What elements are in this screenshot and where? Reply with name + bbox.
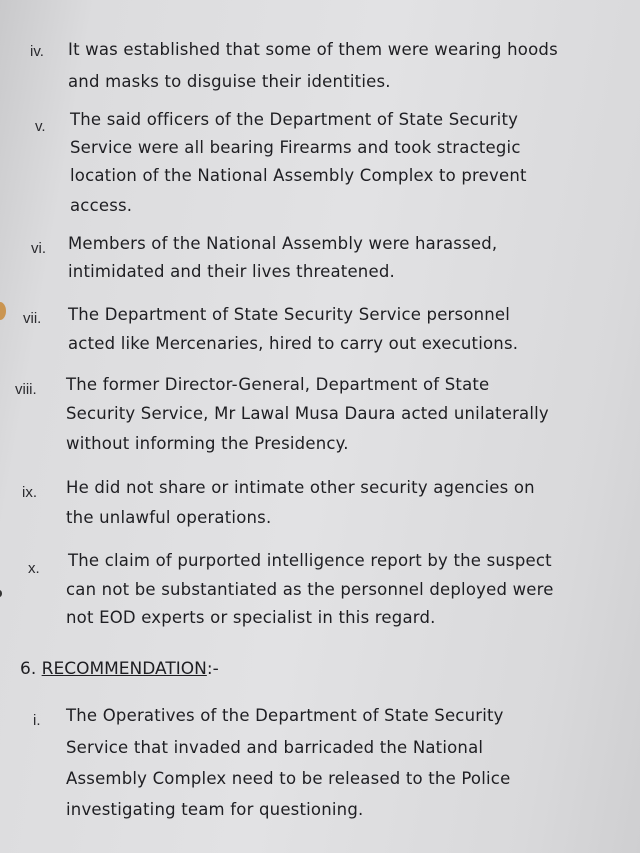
item-text-line: Service were all bearing Firearms and took stractegic — [70, 138, 521, 157]
item-text-line: The Operatives of the Department of State Security — [66, 706, 504, 725]
item-text-line: Members of the National Assembly were harassed, — [68, 234, 498, 253]
item-text-line: Assembly Complex need to be released to the Police — [66, 769, 511, 788]
item-text-line: access. — [70, 196, 133, 215]
item-text-line: without informing the Presidency. — [66, 434, 349, 453]
item-text-line: intimidated and their lives threatened. — [68, 262, 395, 281]
section-suffix: :- — [206, 659, 219, 679]
item-numeral: ix. — [22, 484, 37, 501]
item-text-line: acted like Mercenaries, hired to carry out executions. — [68, 334, 519, 353]
page-stain — [0, 302, 6, 320]
item-text-line: can not be substantiated as the personnel deployed were — [66, 580, 554, 599]
item-text-line: The former Director-General, Department of State — [66, 375, 490, 394]
item-numeral: vi. — [31, 240, 46, 257]
item-numeral: viii. — [15, 381, 37, 398]
page-mark — [0, 590, 2, 597]
section-title: RECOMMENDATION — [41, 659, 207, 679]
item-text-line: investigating team for questioning. — [66, 800, 364, 819]
item-text-line: Service that invaded and barricaded the National — [66, 738, 484, 757]
item-numeral: vii. — [23, 310, 42, 327]
item-text-line: He did not share or intimate other security agencies on — [66, 478, 535, 497]
item-text-line: the unlawful operations. — [66, 508, 272, 527]
item-numeral: v. — [35, 118, 46, 135]
item-numeral: i. — [33, 712, 41, 729]
item-text-line: It was established that some of them were wearing hoods — [68, 40, 558, 59]
item-text-line: not EOD experts or specialist in this regard. — [66, 608, 436, 627]
item-numeral: iv. — [30, 43, 44, 60]
section-heading — [20, 659, 219, 679]
section-number: 6. — [20, 659, 37, 679]
item-text-line: The said officers of the Department of State Security — [70, 110, 519, 129]
item-text-line: Security Service, Mr Lawal Musa Daura acted unilaterally — [66, 404, 549, 423]
item-numeral: x. — [28, 560, 40, 577]
item-text-line: The claim of purported intelligence report by the suspect — [68, 551, 552, 570]
item-text-line: and masks to disguise their identities. — [68, 72, 391, 91]
item-text-line: location of the National Assembly Complex to prevent — [70, 166, 527, 185]
item-text-line: The Department of State Security Service personnel — [68, 305, 511, 324]
